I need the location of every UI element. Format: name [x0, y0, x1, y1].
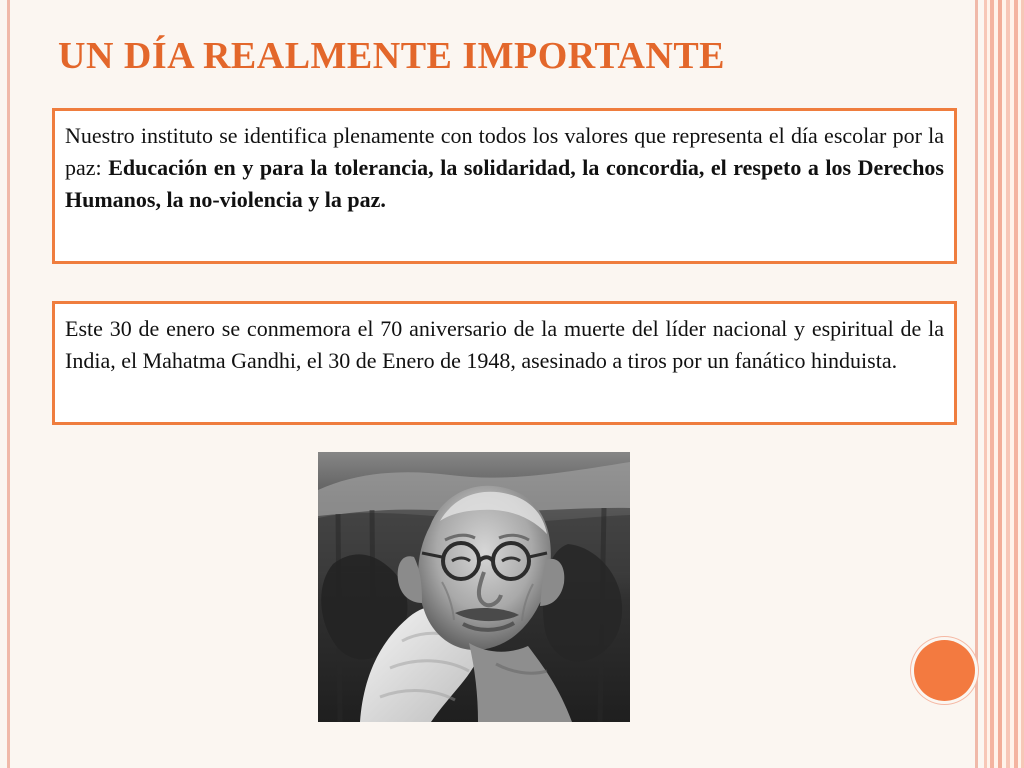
- right-border-line: [975, 0, 978, 768]
- left-border-line: [7, 0, 10, 768]
- gandhi-portrait-illustration: [318, 452, 630, 722]
- orange-accent-circle: [914, 640, 975, 701]
- decorative-stripes: [984, 0, 1024, 768]
- gandhi-portrait-image: [318, 452, 630, 722]
- slide-title: UN DÍA REALMENTE IMPORTANTE: [58, 35, 726, 77]
- values-text-bold: Educación en y para la tolerancia, la solidaridad, la concordia, el respeto a los Derechos Humanos, la no-violencia y la paz.: [65, 155, 944, 212]
- gandhi-anniversary-text: Este 30 de enero se conmemora el 70 aniversario de la muerte del líder nacional y espiritual de la India, el Mahatma Gandhi, el 30 de Enero de 1948, asesinado a tiros por un fanático hinduista.: [65, 316, 944, 373]
- values-text-regular: Nuestro instituto se identifica plenamente con todos los valores que representa el día escolar por la paz:: [65, 123, 944, 180]
- gandhi-anniversary-text-box: [52, 301, 957, 425]
- values-text-box: [52, 108, 957, 264]
